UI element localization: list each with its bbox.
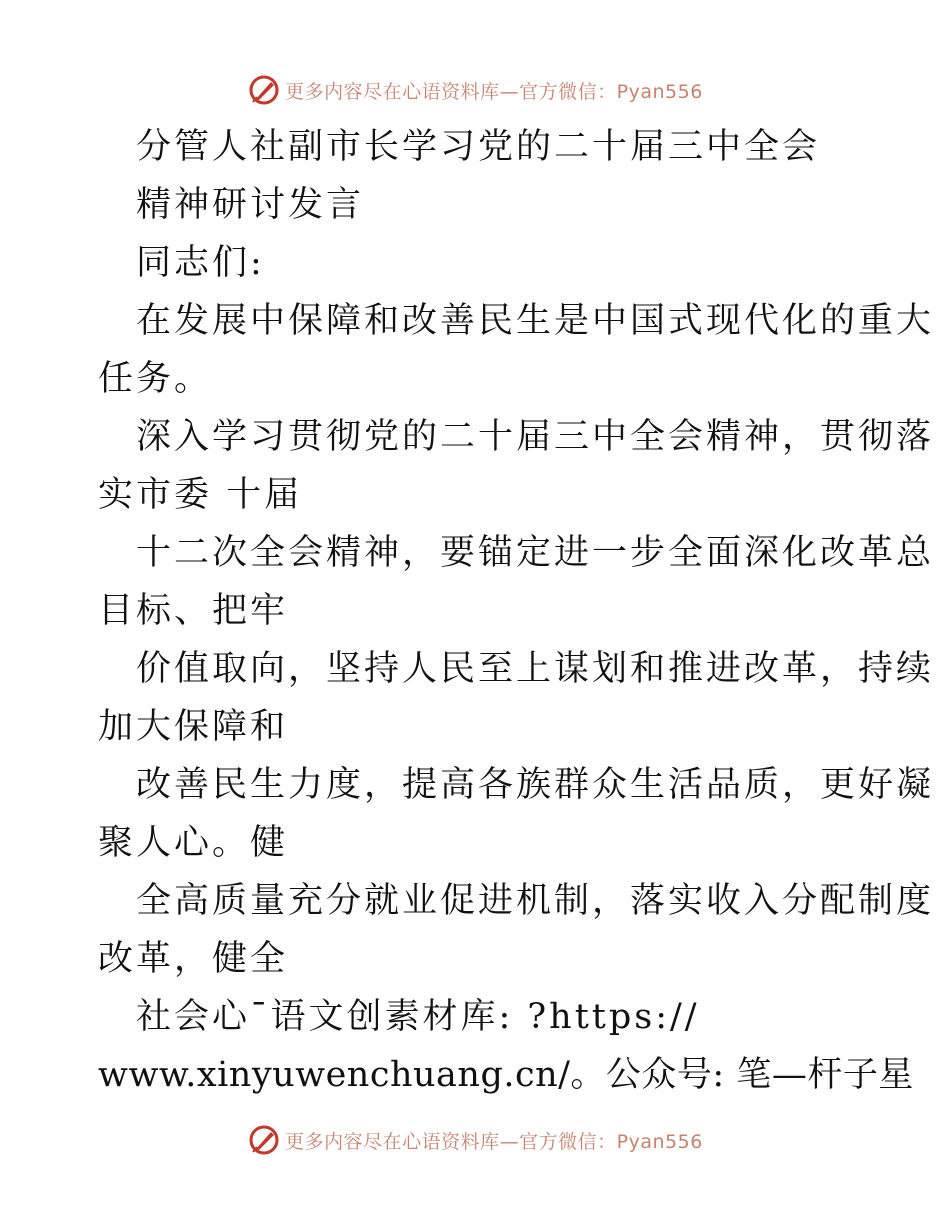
document-line: 同志们: [136,243,265,283]
feather-pen-logo-icon [247,73,281,107]
document-body [98,118,935,1104]
document-line: 改善民生力度，提高各族群众生活品质，更好凝 [136,765,935,805]
document-line: 在发展中保障和改善民生是中国式现代化的重大 [136,301,935,341]
document-line: 改革，健全 [98,939,289,979]
document-line: 聚人心。健 [98,823,289,863]
document-line: 实市委 十届 [98,475,303,515]
header-watermark-banner [0,70,950,110]
document-line: 社会心¯语文创素材库: ?https:// [136,997,700,1037]
feather-pen-logo-icon [247,1123,281,1157]
document-line: 加大保障和 [98,707,289,747]
document-line: 深入学习贯彻党的二十届三中全会精神，贯彻落 [136,417,935,457]
document-line: www.xinyuwenchuang.cn/。公众号: 笔—杆子星 [98,1055,914,1095]
document-line: 任务。 [98,359,213,399]
document-line: 全高质量充分就业促进机制，落实收入分配制度 [136,881,935,921]
footer-watermark-banner [0,1120,950,1160]
header-banner-text: 更多内容尽在心语资料库—官方微信：Pyan556 [285,80,703,103]
document-line: 精神研讨发言 [136,185,365,225]
document-line: 分管人社副市长学习党的二十届三中全会 [136,127,821,167]
footer-banner-text: 更多内容尽在心语资料库—官方微信：Pyan556 [285,1130,703,1153]
document-line: 价值取向，坚持人民至上谋划和推进改革，持续 [136,649,935,689]
document-line: 十二次全会精神，要锚定进一步全面深化改革总 [136,533,935,573]
document-line: 目标、把牢 [98,591,289,631]
